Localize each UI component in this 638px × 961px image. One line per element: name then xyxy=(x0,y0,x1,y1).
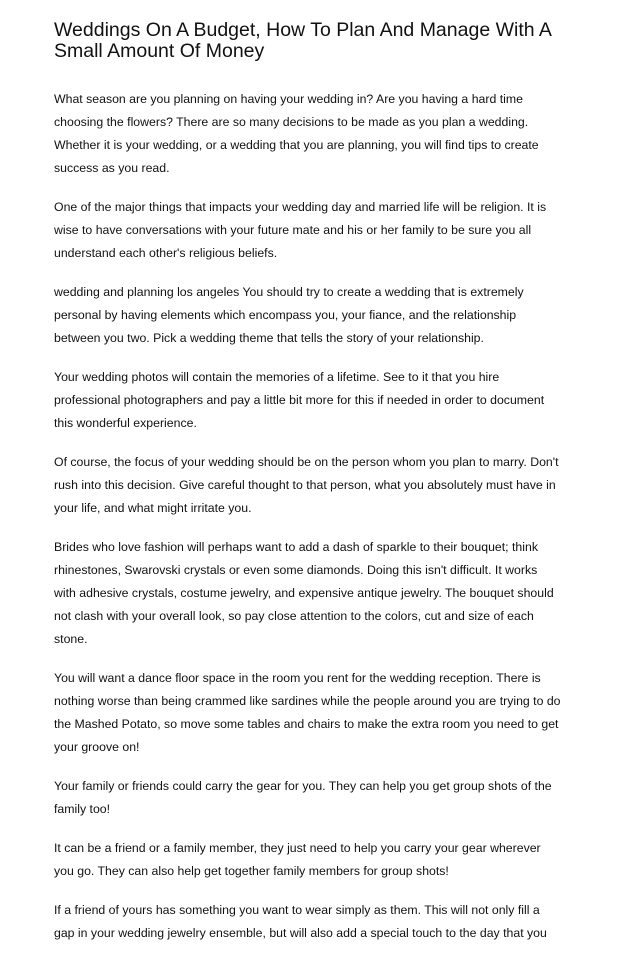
paragraph-season xyxy=(54,88,594,180)
document-page xyxy=(54,20,594,961)
text-line: with adhesive crystals, costume jewelry, and expensive antique jewelry. The bouquet should xyxy=(54,586,554,600)
text-line: family too! xyxy=(54,802,111,816)
text-line: understand each other's religious beliefs. xyxy=(54,246,278,260)
text-line: you go. They can also help get together family members for group shots! xyxy=(54,864,449,878)
paragraph-helper xyxy=(54,837,594,883)
text-line: If a friend of yours has something you want to wear simply as them. This will not only fill a xyxy=(54,903,540,917)
paragraph-gear xyxy=(54,775,594,821)
page-title xyxy=(54,20,594,62)
text-line: this wonderful experience. xyxy=(54,416,197,430)
text-line: rhinestones, Swarovski crystals or even some diamonds. Doing this isn't difficult. It works xyxy=(54,563,538,577)
text-line: Your wedding photos will contain the memories of a lifetime. See to it that you hire xyxy=(54,370,500,384)
text-line: Your family or friends could carry the gear for you. They can help you get group shots of the xyxy=(54,779,552,793)
text-line: your life, and what might irritate you. xyxy=(54,501,252,515)
text-line: professional photographers and pay a little bit more for this if needed in order to document xyxy=(54,393,545,407)
text-line: One of the major things that impacts your wedding day and married life will be religion. It is xyxy=(54,200,547,214)
text-line: choosing the flowers? There are so many decisions to be made as you plan a wedding. xyxy=(54,115,529,129)
text-line: Whether it is your wedding, or a wedding that you are planning, you will find tips to create xyxy=(54,138,539,152)
text-line: Brides who love fashion will perhaps want to add a dash of sparkle to their bouquet; think xyxy=(54,540,538,554)
text-line: not clash with your overall look, so pay close attention to the colors, cut and size of each xyxy=(54,609,534,623)
paragraph-focus xyxy=(54,451,594,520)
text-line: It can be a friend or a family member, they just need to help you carry your gear wherever xyxy=(54,841,541,855)
text-line: wise to have conversations with your future mate and his or her family to be sure you all xyxy=(54,223,532,237)
title-line: Small Amount Of Money xyxy=(54,40,265,62)
text-line: What season are you planning on having your wedding in? Are you having a hard time xyxy=(54,92,523,106)
text-line: the Mashed Potato, so move some tables and chairs to make the extra room you need to get xyxy=(54,717,559,731)
text-line: Of course, the focus of your wedding should be on the person whom you plan to marry. Don't xyxy=(54,455,559,469)
paragraph-fashion xyxy=(54,536,594,651)
paragraph-religion xyxy=(54,196,594,265)
text-line: rush into this decision. Give careful thought to that person, what you absolutely must have in xyxy=(54,478,556,492)
text-line: wedding and planning los angeles You should try to create a wedding that is extremely xyxy=(54,285,524,299)
title-line: Weddings On A Budget, How To Plan And Manage With A xyxy=(54,19,552,41)
text-line: You will want a dance floor space in the room you rent for the wedding reception. There is xyxy=(54,671,541,685)
text-line: gap in your wedding jewelry ensemble, but will also add a special touch to the day that you xyxy=(54,926,547,940)
text-line: your groove on! xyxy=(54,740,140,754)
text-line: stone. xyxy=(54,632,88,646)
text-line: nothing worse than being crammed like sardines while the people around you are trying to do xyxy=(54,694,561,708)
text-line: personal by having elements which encompass you, your fiance, and the relationship xyxy=(54,308,517,322)
paragraph-photos xyxy=(54,366,594,435)
text-line: between you two. Pick a wedding theme that tells the story of your relationship. xyxy=(54,331,484,345)
paragraph-personal xyxy=(54,281,594,350)
paragraph-dance-floor xyxy=(54,667,594,759)
paragraph-jewelry xyxy=(54,899,594,945)
text-line: success as you read. xyxy=(54,161,170,175)
